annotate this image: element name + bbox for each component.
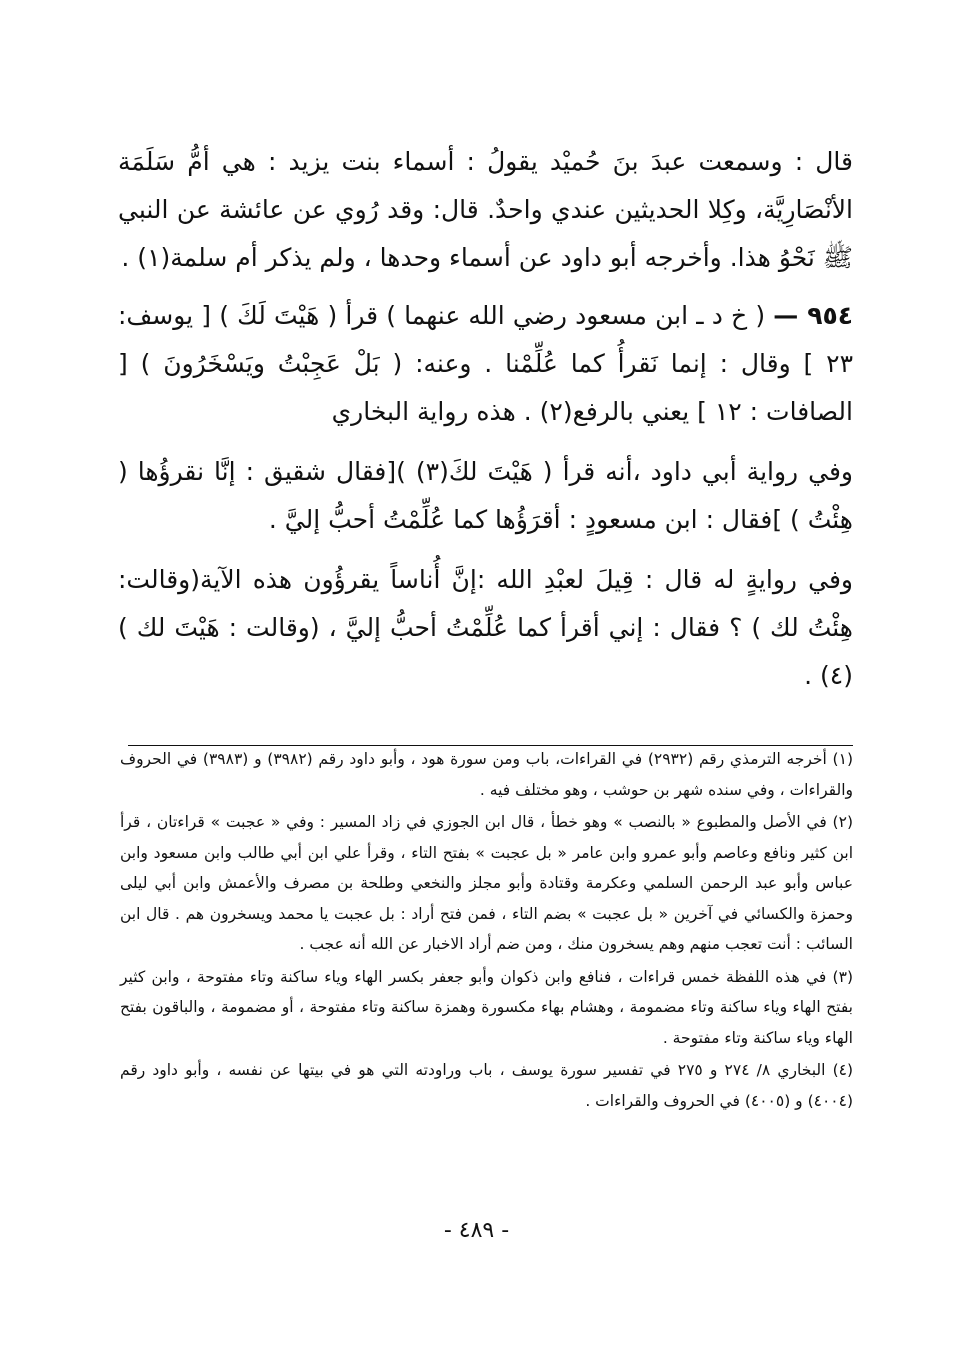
paragraph-2-text: ( خ د ـ ابن مسعود رضي الله عنهما ) قرأ ( هَيْتَ لَكَ ) [ يوسف: ٢٣ ] وقال : إنما نَقرأُ كما عُلِّمْنا . وعنه: ( بَلْ عَجِبْتُ ويَسْخَرُونَ ) [ الصافات : ١٢ ] يعني بالرفع(٢) . هذه رواية البخاري <box>118 301 853 426</box>
footnote-4: (٤) البخاري ٨/ ٢٧٤ و ٢٧٥ في تفسير سورة يوسف ، باب وراودته التي هو في بيتها عن نفسه ، وأبو داود رقم (٤٠٠٤) و (٤٠٠٥) في الحروف والقراءات . <box>120 1061 854 1110</box>
paragraph-3: وفي رواية أبي داود ،أنه قرأ ( هَيْتَ لكَ(٣) )[فقال شقيق : إنَّا نقرؤُها ( هِئْتُ ) ]فقال : ابن مسعودٍ : أقرَؤُها كما عُلِّمْتُ أحبُّ إليَّ . <box>118 457 853 534</box>
hadith-number: ٩٥٤ — <box>773 301 853 330</box>
main-text <box>118 138 853 700</box>
paragraph-1: قال : وسمعت عبدَ بنَ حُميْد يقولُ : أسماء بنت يزيد : هي أمُّ سَلَمَة الأنْصَارِيَّة، وكِلا الحديثين عندي واحدٌ. قال: وقد رُوي عن عائشة عن النبي ﷺ نَحْوُ هذا. وأخرجه أبو داود عن أسماء وحدها ، ولم يذكر أم سلمة(١) . <box>118 147 853 272</box>
footnote-3: (٣) في هذه اللفظة خمس قراءات ، فنافع وابن ذكوان وأبو جعفر بكسر الهاء وياء ساكنة وتاء مفتوحة ، وابن كثير بفتح الهاء وياء ساكنة وتاء مضمومة ، وهشام بهاء مكسورة وهمزة ساكنة وتاء مفتوحة ، أو مضمومة ، والباقون بفتح الهاء وياء ساكنة وتاء مفتوحة . <box>120 967 853 1047</box>
footnote-1: (١) أخرجه الترمذي رقم (٢٩٣٢) في القراءات، باب ومن سورة هود ، وأبو داود رقم (٣٩٨٢) و (٣٩٨٣) في الحروف والقراءات ، وفي سنده شهر بن حوشب ، وهو مختلف فيه . <box>120 750 853 799</box>
page-number: - ٤٨٩ - <box>443 1218 510 1243</box>
paragraph-4: وفي روايةٍ له قال : قِيلَ لعبْدِ الله :إنَّ أُناساً يقرؤُون هذه الآية(وقالت: هِئْتُ لك ) ؟ فقال : إني أقرأ كما عُلِّمْتُ أحبُّ إليَّ ، (وقالت : هَيْتَ لك )(٤) . <box>118 565 853 690</box>
footnotes <box>120 744 853 1118</box>
footnote-2: (٢) في الأصل والمطبوع « بالنصب » وهو خطأ ، قال ابن الجوزي في زاد المسير : وفي « عجبت » قراءتان ، قرأ ابن كثير ونافع وعاصم وأبو عمرو وابن عامر « بل عجبت » بفتح التاء ، وقرأ علي ابن أبي طالب وابن مسعود وابن عباس وأبو عبد الرحمن السلمي وعكرمة وقتادة وأبو مجلز والنخعي وطلحة بن مصرف والأعمش وابن أبي ليلى وحمزة والكسائي في آخرين « بل عجبت » بضم التاء ، فمن فتح أراد : بل عجبت يا محمد ويسخرون هم . قال ابن السائب : أنت تعجب منهم وهم يسخرون منك ، ومن ضم أراد الاخبار عن الله أنه عجب . <box>120 813 853 953</box>
paragraph-2 <box>118 292 853 436</box>
